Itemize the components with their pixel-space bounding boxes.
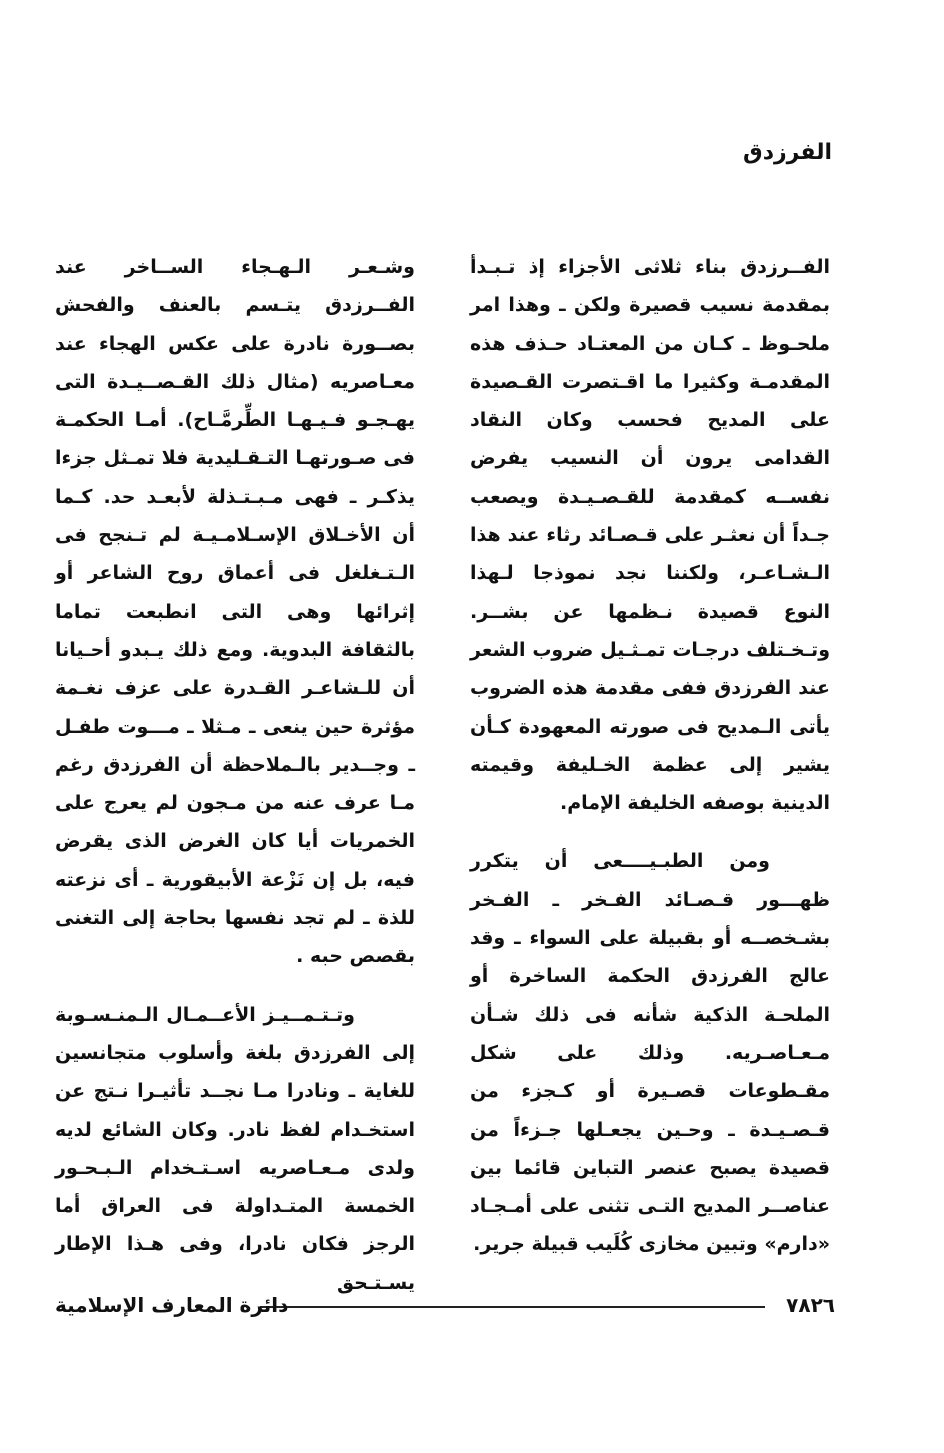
page-footer	[55, 1293, 835, 1323]
footer-rule	[260, 1306, 765, 1308]
page-number: ٧٨٢٦	[786, 1293, 835, 1317]
running-head-title: الفرزدق	[743, 140, 832, 165]
text-column-right	[470, 248, 830, 1264]
paragraph: ومن الطبـيــــعى أن يتكرر ظهـــور قـصـائد الفـخر ـ الفـخر بشـخصــه أو بقبيلة على السواء ـ وقد عالج الفرزدق الحكمة الساخرة أو الملحـة الذكية شأنه فى ذلك شـأن مـعـاصـريه. وذلك على شكل مقـطوعات قصـيرة أو كـجزء من قـصـيـدة ـ وحـين يجعـلها جـزءاً من قصيدة يصبح عنصر التباين قائما بين عناصــر المديح التـى تثنى على أمـجـاد «دارم» وتبين مخازى كُلَيب قبيلة جرير.	[470, 850, 830, 1256]
paragraph: وتـتـمــيـز الأعــمـال الـمنـسـوبة إلى الفرزدق بلغة وأسلوب متجانسين للغاية ـ ونادرا مـا نجــد تأثيـرا نـتج عن استخـدام لفظ نادر. وكان الشائع لديه ولدى مـعـاصريه اسـتـخدام الـبـحـور الخمسة المتـداولة فى العراق أما الرجز فكان نادرا، وفى هـذا الإطار يسـتـحق	[55, 1003, 415, 1294]
text-column-left	[55, 248, 415, 1302]
source-title: دائرة المعارف الإسلامية	[55, 1293, 289, 1317]
paragraph: وشـعـر الـهـجاء الســاخر عند الفــرزدق يتـسم بالعنف والفحش بصــورة نادرة على عكس الهجاء عند معـاصريه (مثال ذلك القـصــيـدة التى يهـجـو فـيـهـا الطِّرمَّـاح). أمـا الحكمـة فى صـورتهـا التـقـليدية فلا تمـثل جزءا يذكـر ـ فهى مـبـتـذلة لأبعـد حد. كـما أن الأخـلاق الإسـلامـيـة لم تـنجح فى الـتـغلغل فى أعماق روح الشاعر أو إثرائها وهى التى انطبعت تماما بالثقافة البدوية. ومع ذلك يـبدو أحـيانا أن للـشاعـر القـدرة على عزف نغـمة مؤثرة حين ينعى ـ مـثلا ـ مـــوت طفـل ـ وجــدير بالـملاحظة أن الفرزدق رغم مـا عرف عنه من مـجون لم يعرج على الخمريات أيا كان الغرض الذى يقرض فيه، بل إن نَزْعة الأبيقورية ـ أى نزعته للذة ـ لم تجد نفسها بحاجة إلى التغنى بقصص حبه .	[55, 256, 415, 968]
paragraph: الفــرزدق بناء ثلاثى الأجزاء إذ تـبـدأ بمقدمة نسيب قصيرة ولكن ـ وهذا امر ملحـوظ ـ كـان من المعتـاد حـذف هذه المقدمـة وكثيرا ما اقـتصرت القـصيدة على المديح فحسب وكان النقاد القدامى يرون أن النسيب يفرض نفســه كمقدمة للقـصـيـدة ويصعب جـداً أن نعثـر على قـصـائد رثاء عند هذا الـشـاعـر، ولكننا نجد نموذجا لـهذا النوع قصيدة نـظمها عن بشــر. وتـخـتلف درجـات تمـثـيل ضروب الشعر عند الفرزدق ففى مقدمة هذه الضروب يأتى الـمديح فى صورته المعهودة كـأن يشير إلى عظمة الخـليفة وقيمته الدينية بوصفه الخليفة الإمام.	[470, 256, 830, 815]
